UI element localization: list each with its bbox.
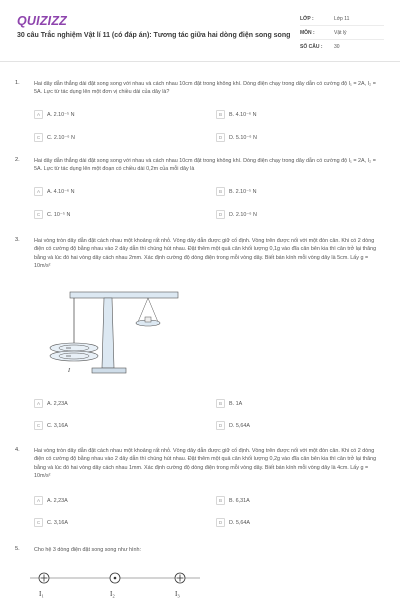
meta-value: 30 — [334, 44, 340, 50]
balance-figure — [30, 290, 180, 380]
current-out-icon — [114, 577, 117, 580]
question-text: Hai vòng tròn dây dẫn đặt cách nhau một khoảng rất nhỏ. Vòng dây dẫn được giữ cố định. Vòng trên được nối với một đòn cân. Khi có 2 dòng điện có cường độ bằng nhau vào 2 dây dẫn thì chúng hút nhau. Đặt thêm một quả cân khối lượng 0,1g vào đĩa cân bên kia thì cân trở lại thăng bằng và lúc đó hai vòng dây cách nhau 2mm. Xác định cường độ dòng điện trong mỗi vòng dây. Biết bán kính mỗi vòng dây là 5cm. Lấy g = 10m/s² — [34, 238, 377, 270]
option-text: A. 2.10⁻⁵ N — [47, 111, 75, 118]
option-d[interactable] — [216, 517, 364, 528]
meta-row-count — [300, 40, 384, 54]
option-text: D. 5,64A — [229, 422, 250, 429]
counterweight — [145, 317, 151, 322]
option-text: A. 2,23A — [47, 400, 68, 407]
option-c[interactable] — [34, 132, 182, 143]
question-text: Hai dây dẫn thẳng dài đặt song song với nhau và cách nhau 10cm đặt trong không khí. Dòng điện chạy trong dây dẫn có cường độ I₁ = 2A, I₂ = 5A. Lực từ tác dụng lên một đơn vị chiều dài của dây là? — [34, 81, 376, 96]
option-c[interactable] — [34, 517, 182, 528]
option-text: B. 1A — [229, 400, 243, 407]
meta-label: LỚP : — [300, 15, 314, 22]
quizizz-logo[interactable]: QUIZIZZ — [17, 14, 68, 28]
question-number: 4. — [15, 447, 20, 453]
lower-ring — [50, 351, 98, 361]
wire-label-2: I₂ — [110, 590, 115, 598]
question-text: Hai dây dẫn thẳng dài đặt song song với nhau và cách nhau 10cm đặt trong không khí. Dòng điện chạy trong dây dẫn có cường độ I₁ = 2A, I₂ = 5A. Lực từ tác dụng lên một đoạn có chiều dài 0,2m của mỗi dây là — [34, 158, 376, 173]
page-title: 30 câu Trắc nghiệm Vật lí 11 (có đáp án): Tương tác giữa hai dòng điện song song — [17, 32, 291, 39]
question-number: 2. — [15, 157, 20, 163]
option-text: B. 6,31A — [229, 497, 250, 504]
wire-label-3: I₃ — [175, 590, 180, 598]
current-label: I — [68, 368, 70, 374]
option-a[interactable] — [34, 398, 182, 409]
option-c[interactable] — [34, 209, 182, 220]
page-header — [0, 0, 400, 62]
meta-row-class — [300, 12, 384, 26]
question-number: 5. — [15, 546, 20, 552]
meta-value: Lớp 11 — [334, 15, 350, 22]
option-letter: C — [34, 421, 43, 430]
option-letter: C — [34, 133, 43, 142]
balance-base — [92, 368, 126, 373]
option-letter: A — [34, 187, 43, 196]
option-text: C. 3,16A — [47, 519, 68, 526]
option-text: A. 2,23A — [47, 497, 68, 504]
option-letter: B — [216, 496, 225, 505]
option-text: D. 5.10⁻⁶ N — [229, 134, 257, 141]
option-letter: D — [216, 518, 225, 527]
three-currents-figure — [30, 572, 210, 600]
option-d[interactable] — [216, 209, 364, 220]
meta-label: SỐ CÂU : — [300, 44, 323, 50]
option-letter: C — [34, 518, 43, 527]
option-letter: D — [216, 210, 225, 219]
option-a[interactable] — [34, 109, 182, 120]
balance-column — [102, 298, 114, 368]
wire-label-1: I₁ — [39, 590, 44, 598]
question-text: Hai vòng tròn dây dẫn đặt cách nhau một khoảng rất nhỏ. Vòng dây dẫn được giữ cố định. Vòng trên được nối với một đòn cân. Khi có 2 dòng điện có cường độ bằng nhau vào 2 dây dẫn thì chúng hút nhau. Đặt thêm một quả cân khối lượng 0,2g vào đĩa cân bên kia thì cân trở lại thăng bằng và lúc đó hai vòng dây cách nhau 1mm. Xác định cường độ dòng điện trong mỗi vòng dây. Biết bán kính mỗi vòng dây là 4cm. Lấy g = 10m/s² — [34, 448, 377, 480]
option-d[interactable] — [216, 132, 364, 143]
option-letter: B — [216, 399, 225, 408]
option-text: B. 4.10⁻⁶ N — [229, 111, 257, 118]
option-text: C. 10⁻⁵ N — [47, 211, 71, 218]
meta-value: Vật lý — [334, 29, 347, 36]
option-b[interactable] — [216, 186, 364, 197]
question-number: 3. — [15, 237, 20, 243]
option-text: D. 5,64A — [229, 519, 250, 526]
option-letter: A — [34, 496, 43, 505]
option-letter: B — [216, 110, 225, 119]
option-b[interactable] — [216, 495, 364, 506]
meta-table — [300, 12, 384, 54]
option-text: C. 2.10⁻⁶ N — [47, 134, 75, 141]
option-letter: D — [216, 421, 225, 430]
balance-beam — [70, 292, 178, 298]
option-a[interactable] — [34, 186, 182, 197]
meta-row-subject — [300, 26, 384, 40]
question-text: Cho hệ 3 dòng điện đặt song song như hình: — [34, 547, 142, 553]
option-c[interactable] — [34, 420, 182, 431]
option-text: B. 2.10⁻⁵ N — [229, 188, 257, 195]
meta-label: MÔN : — [300, 29, 315, 36]
option-text: C. 3,16A — [47, 422, 68, 429]
option-letter: B — [216, 187, 225, 196]
option-text: A. 4.10⁻⁶ N — [47, 188, 75, 195]
option-letter: A — [34, 399, 43, 408]
option-b[interactable] — [216, 398, 364, 409]
option-letter: A — [34, 110, 43, 119]
option-b[interactable] — [216, 109, 364, 120]
option-a[interactable] — [34, 495, 182, 506]
option-letter: C — [34, 210, 43, 219]
question-number: 1. — [15, 80, 20, 86]
option-d[interactable] — [216, 420, 364, 431]
option-letter: D — [216, 133, 225, 142]
option-text: D. 2.10⁻⁶ N — [229, 211, 257, 218]
